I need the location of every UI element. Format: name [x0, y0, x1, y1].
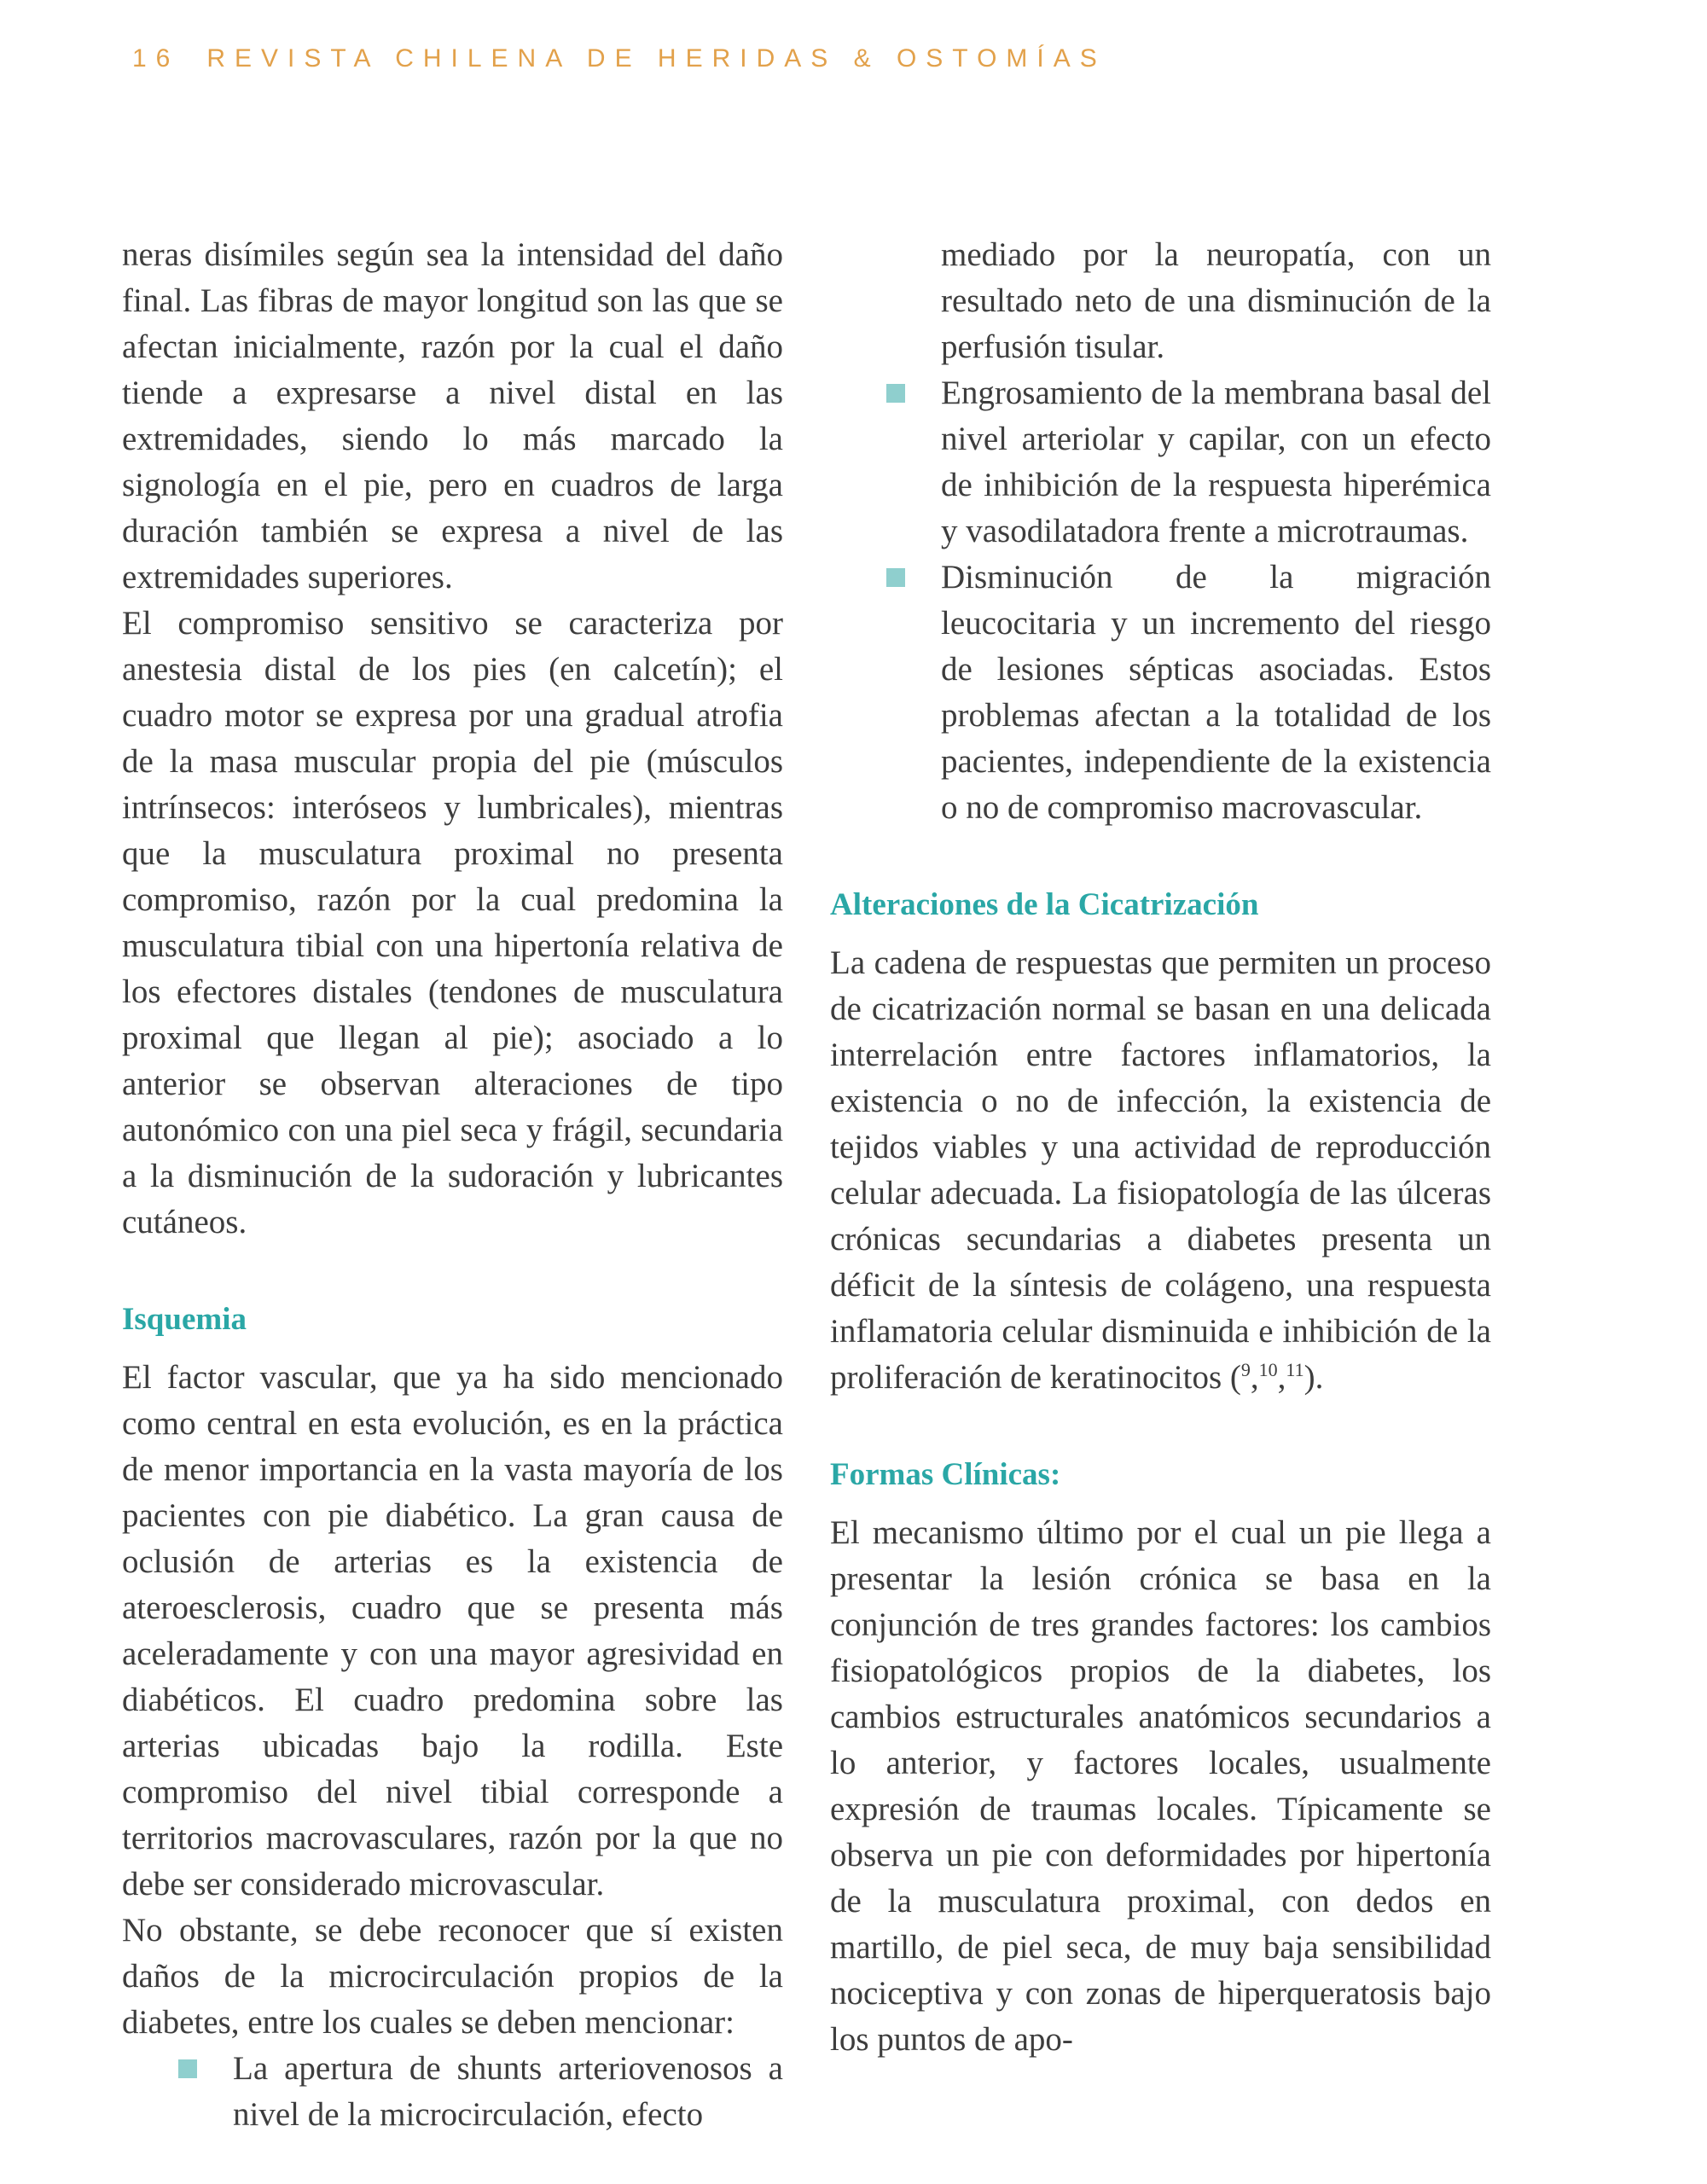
left-column — [122, 232, 783, 2138]
list-item — [830, 370, 1491, 555]
paragraph — [830, 940, 1491, 1401]
paragraph-end: ). — [1303, 1359, 1324, 1396]
running-header — [132, 44, 1106, 73]
right-column — [830, 232, 1491, 2063]
bullet-list — [122, 2046, 783, 2138]
paragraph: No obstante, se debe reconocer que sí existen daños de la microcirculación propios de la diabetes, entre los cuales se deben mencionar: — [122, 1912, 783, 2041]
paragraph: neras disímiles según sea la intensidad del daño final. Las fibras de mayor longitud son las que se afectan inicialmente, razón por la cual el daño tiende a expresarse a nivel distal en las extremidades, siendo lo más marcado la signología en el pie, pero en cuadros de larga duración también se expresa a nivel de las extremidades superiores. — [122, 236, 783, 595]
bullet-list — [830, 370, 1491, 831]
reference: 11 — [1286, 1359, 1304, 1380]
paragraph-text: La cadena de respuestas que permiten un proceso de cicatrización normal se basan en una delicada interrelación entre factores inflamatorios, la existencia o no de infección, la existencia de tejidos viables y una actividad de reproducción celular adecuada. La fisiopatología de las úlceras crónicas secundarias a diabetes presenta un déficit de la síntesis de colágeno, una respuesta inflamatoria celular disminuida e inhibición de la proliferación de keratinocitos ( — [830, 944, 1491, 1396]
page-number: 16 — [132, 44, 180, 73]
section-heading-cicatrizacion: Alteraciones de la Cicatrización — [830, 887, 1259, 922]
reference-separator: , — [1277, 1359, 1286, 1396]
square-bullet-icon — [886, 384, 905, 403]
square-bullet-icon — [178, 2059, 197, 2078]
paragraph: El mecanismo último por el cual un pie llega a presentar la lesión crónica se basa en la conjunción de tres grandes factores: los cambios fisiopatológicos propios de la diabetes, los cambios estructurales anatómicos secundarios a lo anterior, y factores locales, usualmente expresión de traumas locales. Típicamente se observa un pie con deformidades por hipertonía de la musculatura proximal, con dedos en martillo, de piel seca, de muy baja sensibilidad nociceptiva y con zonas de hiperqueratosis bajo los puntos de apo- — [830, 1514, 1491, 2058]
list-item-text: Disminución de la migración leucocitaria y un incremento del riesgo de lesiones sépticas asociadas. Estos problemas afectan a la totalidad de los pacientes, independiente de la existencia o no de compromiso macrovascular. — [941, 559, 1491, 826]
reference: 10 — [1258, 1359, 1278, 1380]
list-item-text: Engrosamiento de la membrana basal del nivel arteriolar y capilar, con un efecto de inhibición de la respuesta hiperémica y vasodilatadora frente a microtraumas. — [941, 375, 1491, 549]
list-item — [122, 2046, 783, 2138]
paragraph: El factor vascular, que ya ha sido mencionado como central en esta evolución, es en la práctica de menor importancia en la vasta mayoría de los pacientes con pie diabético. La gran causa de oclusión de arterias es la existencia de ateroesclerosis, cuadro que se presenta más aceleradamente y con una mayor agresividad en diabéticos. El cuadro predomina sobre las arterias ubicadas bajo la rodilla. Este compromiso del nivel tibial corresponde a territorios macrovasculares, razón por la que no debe ser considerado microvascular. — [122, 1359, 783, 1902]
paragraph: El compromiso sensitivo se caracteriza por anestesia distal de los pies (en calcetín); el cuadro motor se expresa por una gradual atrofia de la masa muscular propia del pie (músculos intrínsecos: interóseos y lumbricales), mientras que la musculatura proximal no presenta compromiso, razón por la cual predomina la musculatura tibial con una hipertonía relativa de los efectores distales (tendones de musculatura proximal que llegan al pie); asociado a lo anterior se observan alteraciones de tipo autonómico con una piel seca y frágil, secundaria a la disminución de la sudoración y lubricantes cutáneos. — [122, 605, 783, 1240]
reference-separator: , — [1250, 1359, 1259, 1396]
list-item — [830, 555, 1491, 831]
reference: 9 — [1240, 1359, 1251, 1380]
section-heading-formas-clinicas: Formas Clínicas: — [830, 1457, 1061, 1492]
journal-title: REVISTA CHILENA DE HERIDAS & OSTOMÍAS — [206, 44, 1106, 73]
square-bullet-icon — [886, 568, 905, 587]
list-item-continuation: mediado por la neuropatía, con un resultado neto de una disminución de la perfusión tisular. — [941, 236, 1491, 365]
section-heading-isquemia: Isquemia — [122, 1302, 247, 1337]
list-item-text: La apertura de shunts arteriovenosos a nivel de la microcirculación, efecto — [233, 2050, 783, 2133]
